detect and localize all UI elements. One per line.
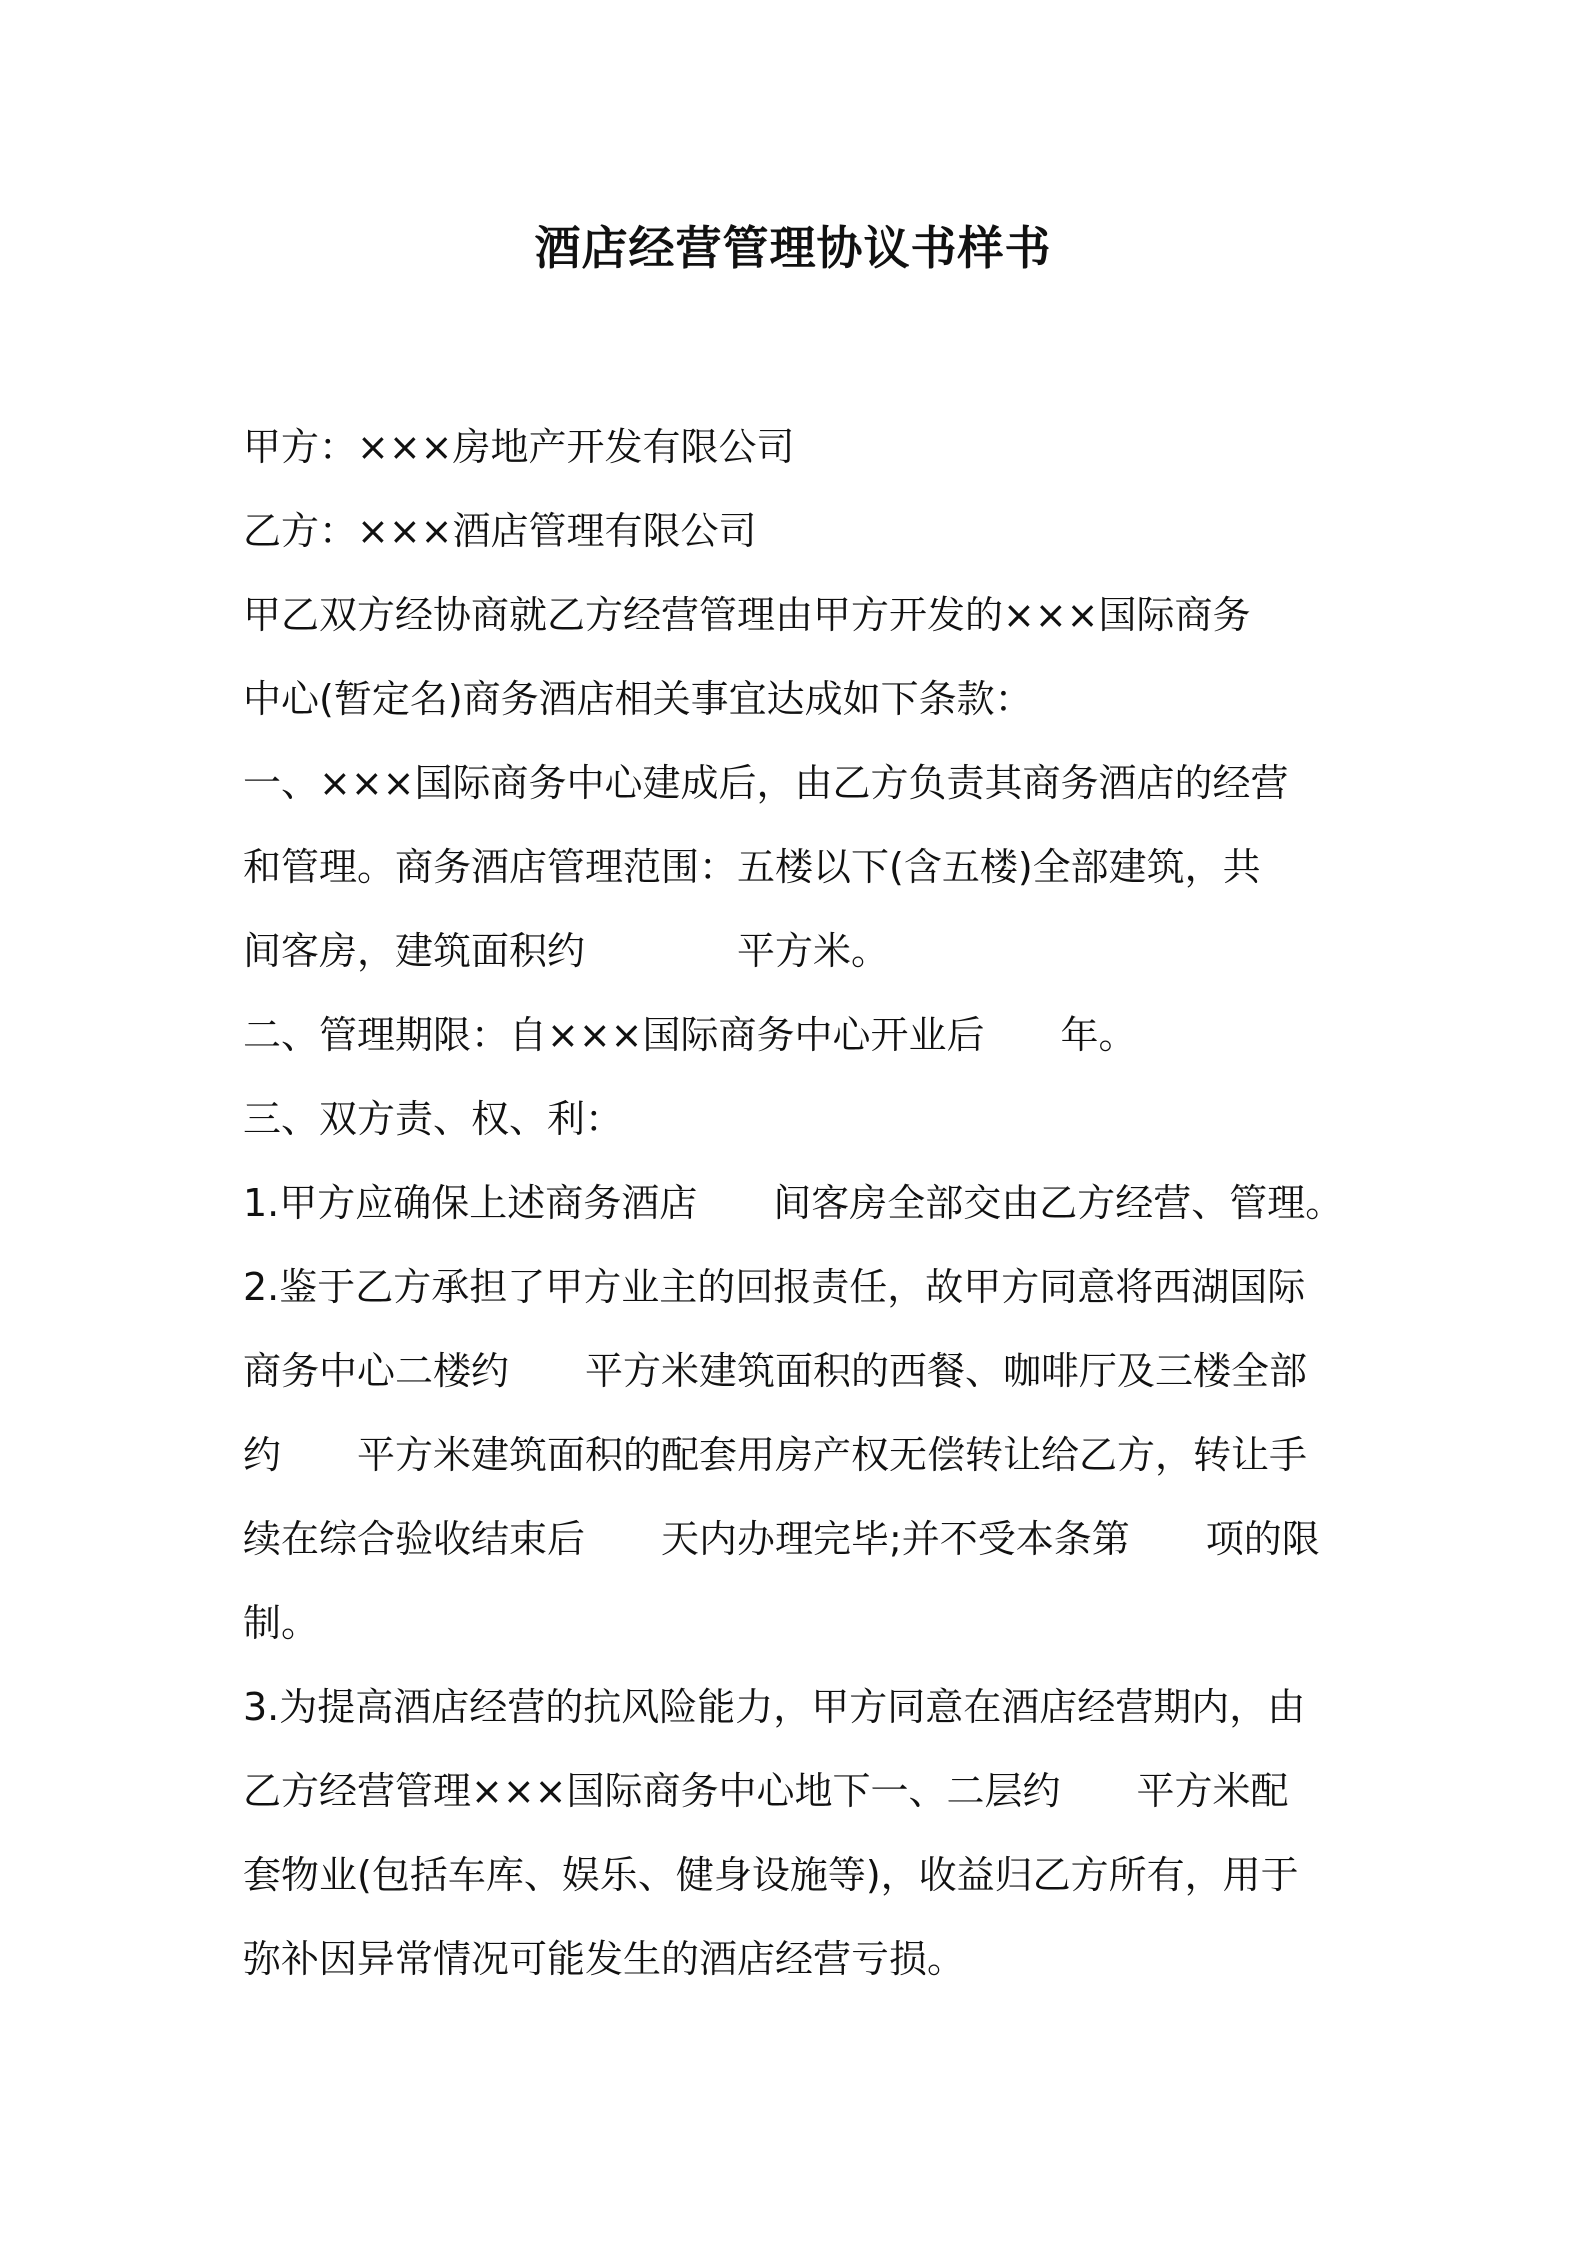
item-3-line: 乙方经营管理×××国际商务中心地下一、二层约 平方米配 xyxy=(243,1769,1289,1813)
clause-two-line: 二、管理期限：自×××国际商务中心开业后 年。 xyxy=(243,1013,1137,1057)
document-body xyxy=(243,405,1358,2001)
clause-one-line: 一、×××国际商务中心建成后，由乙方负责其商务酒店的经营 xyxy=(243,761,1289,805)
item-2-line: 商务中心二楼约 平方米建筑面积的西餐、咖啡厅及三楼全部 xyxy=(243,1349,1308,1393)
item-2-line: 续在综合验收结束后 天内办理完毕;并不受本条第 项的限 xyxy=(243,1517,1320,1561)
preamble-line: 中心(暂定名)商务酒店相关事宜达成如下条款： xyxy=(243,677,1033,721)
item-2-line: 制。 xyxy=(243,1601,320,1645)
item-3-line: 弥补因异常情况可能发生的酒店经营亏损。 xyxy=(243,1937,966,1981)
item-3-line: 3.为提高酒店经营的抗风险能力，甲方同意在酒店经营期内，由 xyxy=(243,1685,1306,1729)
clause-one-line: 和管理。商务酒店管理范围：五楼以下(含五楼)全部建筑，共 xyxy=(243,845,1261,889)
item-1-line: 1.甲方应确保上述商务酒店 间客房全部交由乙方经营、管理。 xyxy=(243,1181,1344,1225)
party-a-line: 甲方：×××房地产开发有限公司 xyxy=(243,425,795,469)
item-3-line: 套物业(包括车库、娱乐、健身设施等)，收益归乙方所有，用于 xyxy=(243,1853,1299,1897)
clause-one-line: 间客房，建筑面积约 平方米。 xyxy=(243,929,890,973)
preamble-line: 甲乙双方经协商就乙方经营管理由甲方开发的×××国际商务 xyxy=(243,593,1251,637)
clause-three-heading: 三、双方责、权、利： xyxy=(243,1097,624,1141)
party-b-line: 乙方：×××酒店管理有限公司 xyxy=(243,509,757,553)
item-2-line: 2.鉴于乙方承担了甲方业主的回报责任，故甲方同意将西湖国际 xyxy=(243,1265,1306,1309)
document-title: 酒店经营管理协议书样书 xyxy=(534,221,1052,275)
item-2-line: 约 平方米建筑面积的配套用房产权无偿转让给乙方，转让手 xyxy=(243,1433,1308,1477)
